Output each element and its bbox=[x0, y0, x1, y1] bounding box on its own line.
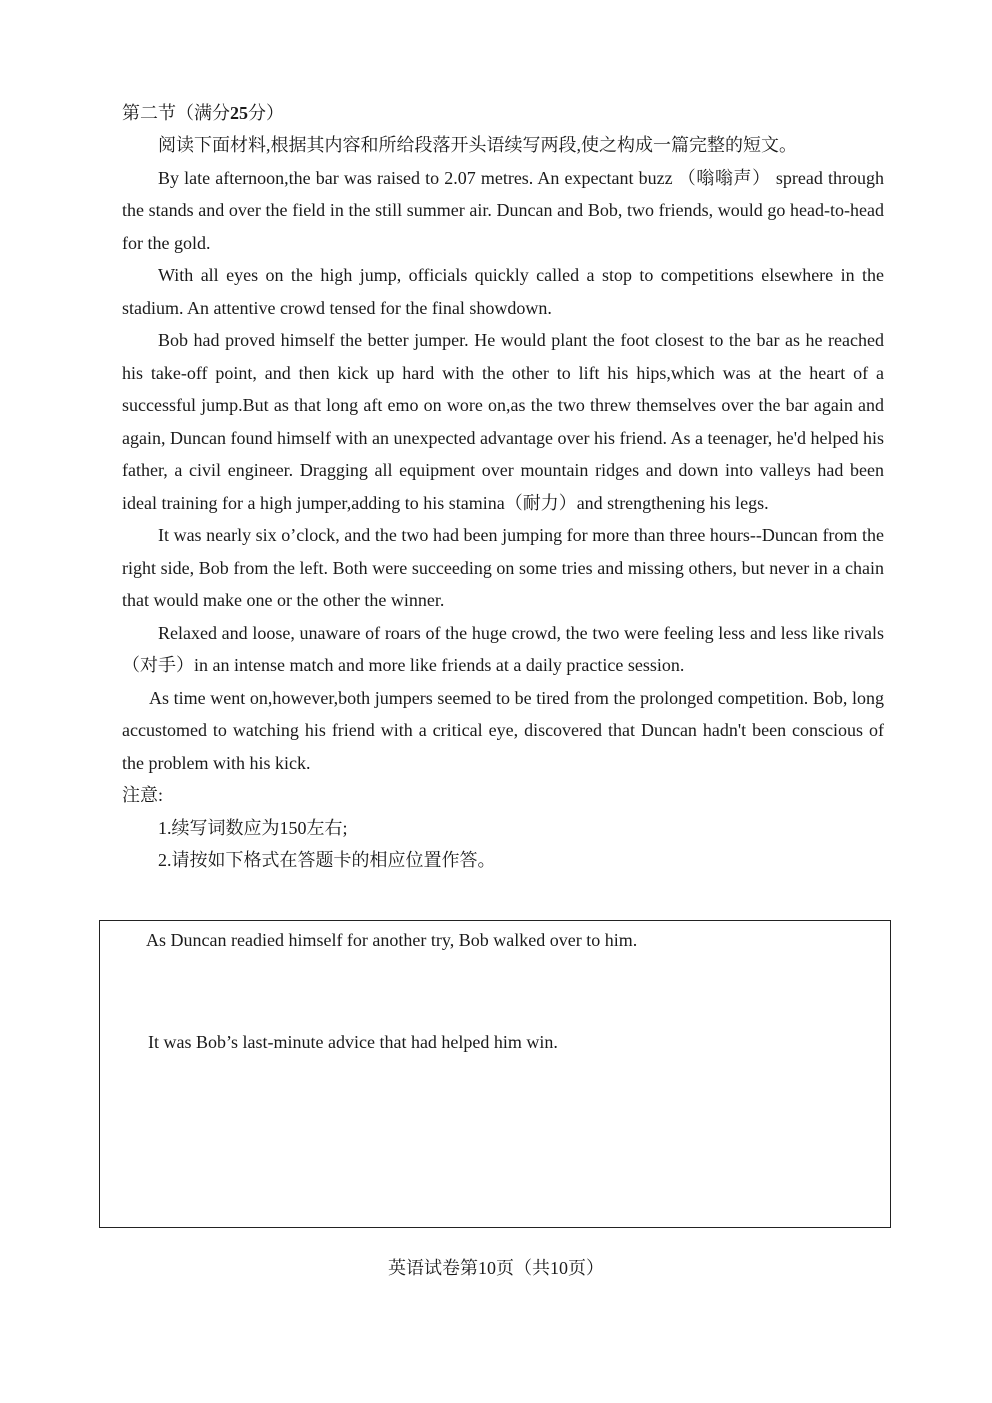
paragraph-6: As time went on,however,both jumpers seemed to be tired from the prolonged competition. Bob, long accustomed to watching his friend with a critical eye, discovered that Duncan hadn't been conscious of the problem with his kick. bbox=[122, 687, 884, 773]
section-title-suffix: 分） bbox=[248, 103, 284, 123]
note-item-2: 2.请按如下格式在答题卡的相应位置作答。 bbox=[158, 850, 496, 870]
instruction: 阅读下面材料,根据其内容和所给段落开头语续写两段,使之构成一篇完整的短文。 bbox=[158, 135, 797, 155]
first-paragraph-opening: As Duncan readied himself for another try, Bob walked over to him. bbox=[146, 930, 638, 950]
paragraph-2: With all eyes on the high jump, officials quickly called a stop to competitions elsewhere in the stadium. An attentive crowd tensed for the final showdown. bbox=[122, 265, 884, 318]
paragraph-3: Bob had proved himself the better jumper. He would plant the foot closest to the bar as he reached his take-off point, and then kick up hard with the other to lift his hips,which was at the heart of a successful jump.But as that long aft emo on wore on,as the two threw themselves over the bar again and again, Duncan found himself with an unexpected advantage over his friend. As a teenager, he'd helped his father, a civil engineer. Dragging all equipment over mountain ridges and down into valleys had been ideal training for a high jumper,adding to his stamina（耐力）and strengthening his legs. bbox=[122, 330, 884, 513]
paragraph-4: It was nearly six o’clock, and the two had been jumping for more than three hours--Duncan from the right side, Bob from the left. Both were succeeding on some tries and missing others, but never in a chain that would make one or the other the winner. bbox=[122, 525, 884, 610]
paragraph-1: By late afternoon,the bar was raised to 2.07 metres. An expectant buzz （嗡嗡声） spread through the stands and over the field in the still summer air. Duncan and Bob, two friends, would go head-to-head for the gold. bbox=[122, 167, 884, 253]
passage bbox=[122, 129, 884, 877]
section-title-prefix: 第二节（满分 bbox=[122, 103, 230, 123]
page-footer: 英语试卷第10页（共10页） bbox=[388, 1258, 604, 1278]
paragraph-5: Relaxed and loose, unaware of roars of the huge crowd, the two were feeling less and less like rivals（对手）in an intense match and more like friends at a daily practice session. bbox=[122, 622, 884, 675]
note-item-1: 1.续写词数应为150左右; bbox=[158, 817, 348, 838]
section-title bbox=[122, 101, 284, 125]
answer-box bbox=[99, 920, 891, 1228]
second-paragraph-opening: It was Bob’s last-minute advice that had helped him win. bbox=[148, 1032, 558, 1052]
notes-heading: 注意: bbox=[122, 785, 164, 805]
section-score: 25 bbox=[230, 103, 248, 123]
